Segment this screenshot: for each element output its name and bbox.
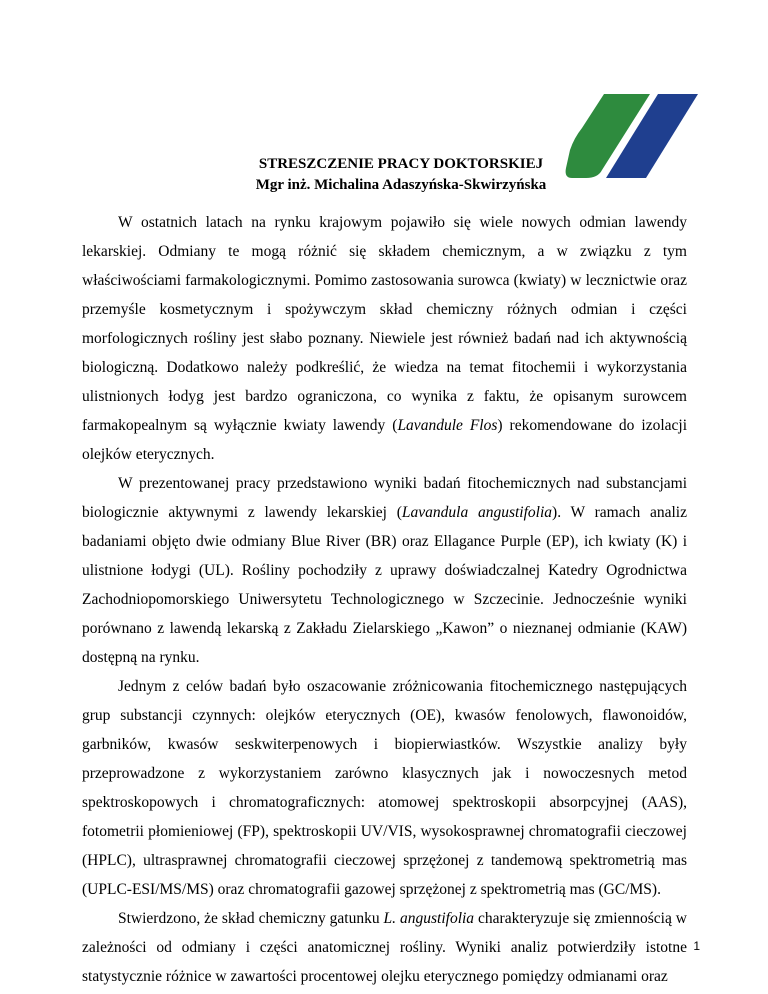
paragraph <box>82 208 687 469</box>
paragraph <box>82 904 687 991</box>
paragraph <box>82 469 687 672</box>
italic-term: L. angustifolia <box>383 910 475 927</box>
document-title: STRESZCZENIE PRACY DOKTORSKIEJ <box>258 156 544 172</box>
text-run: ). W ramach analiz badaniami objęto dwie odmiany Blue River (BR) oraz Ellagance Purple (EP), ich kwiaty (K) i ulistnione łodygi (UL). Rośliny pochodziły z uprawy doświadczalnej Katedry Ogrodnictwa Zachodniopomorskiego Uniwersytetu Technologicznego w Szczecinie. Jednocześnie wyniki porównano z lawendą lekarską z Zakładu Zielarskiego „Kawon” o nieznanej odmianie (KAW) dostępną na rynku. <box>82 504 687 666</box>
page-number: 1 <box>693 939 700 953</box>
italic-term: Lavandula angustifolia <box>401 504 553 521</box>
text-run: Jednym z celów badań było oszacowanie zróżnicowania fitochemicznego następujących grup substancji czynnych: olejków eterycznych (OE), kwasów fenolowych, flawonoidów, garbników, kwasów seskwiterpenowych i biopierwiastków. Wszystkie analizy były przeprowadzone z wykorzystaniem zarówno klasycznych jak i nowoczesnych metod spektroskopowych i chromatograficznych: atomowej spektroskopii absorpcyjnej (AAS), fotometrii płomieniowej (FP), spektroskopii UV/VIS, wysokosprawnej chromatografii cieczowej (HPLC), ultrasprawnej chromatografii cieczowej sprzężonej z tandemową spektrometrią mas (UPLC-ESI/MS/MS) oraz chromatografii gazowej sprzężonej z spektrometrią mas (GC/MS). <box>82 678 687 898</box>
abstract-body <box>82 208 687 991</box>
text-run: charakteryzuje się zmiennością w zależności od odmiany i części anatomicznej rośliny. Wyniki analiz potwierdziły istotne statystycznie różnice w zawartości procentowej olejku eterycznego pomiędzy odmianami oraz <box>82 910 687 985</box>
text-run: Stwierdzono, że skład chemiczny gatunku <box>118 910 384 927</box>
text-run: W ostatnich latach na rynku krajowym pojawiło się wiele nowych odmian lawendy lekarskiej. Odmiany te mogą różnić się składem chemicznym, a w związku z tym właściwościami farmakologicznymi. Pomimo zastosowania surowca (kwiaty) w lecznictwie oraz przemyśle kosmetycznym i spożywczym skład chemiczny różnych odmian i części morfologicznych rośliny jest słabo poznany. Niewiele jest również badań nad ich aktywnością biologiczną. Dodatkowo należy podkreślić, że wiedza na temat fitochemii i wykorzystania ulistnionych łodyg jest bardzo ograniczona, co wynika z faktu, że opisanym surowcem farmakopealnym są wyłącznie kwiaty lawendy ( <box>82 214 687 434</box>
author-name: Mgr inż. Michalina Adaszyńska-Skwirzyńska <box>255 177 547 193</box>
text-run: ) rekomendowane do izolacji olejków eterycznych. <box>82 417 688 463</box>
text-run: W prezentowanej pracy przedstawiono wyniki badań fitochemicznych nad substancjami biologicznie aktywnymi z lawendy lekarskiej ( <box>82 475 687 521</box>
italic-term: Lavandule Flos <box>397 417 498 434</box>
paragraph <box>82 672 687 904</box>
